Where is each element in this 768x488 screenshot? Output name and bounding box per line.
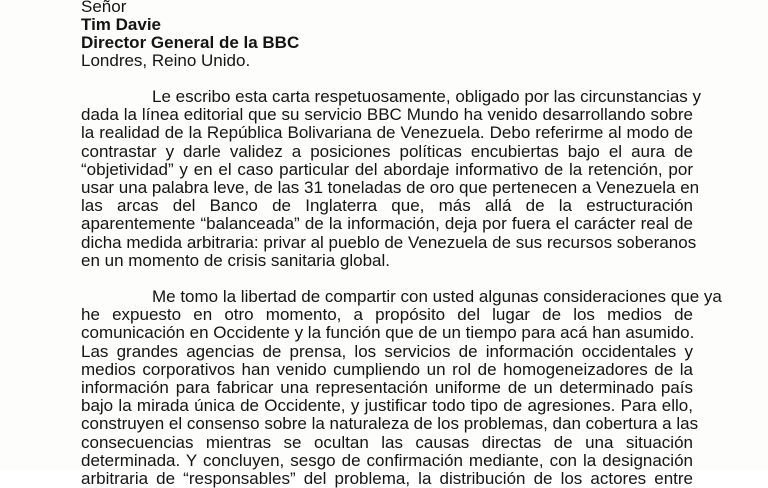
paragraph-2-line: información para fabricar una representación uniforme de un determinado país <box>81 378 693 397</box>
paragraph-2-line: medios corporativos han venido cumpliendo un rol de homogeneizadores de la <box>81 360 693 379</box>
paragraph-2-line: Me tomo la libertad de compartir con usted algunas consideraciones que ya <box>152 287 722 306</box>
paragraph-1-line: usar una palabra leve, de las 31 toneladas de oro que pertenecen a Venezuela en <box>81 178 700 197</box>
recipient-name: Tim Davie <box>81 15 162 34</box>
paragraph-2-line: arbitraria de “responsables” del problema, la distribución de los actores entre <box>81 469 693 488</box>
paragraph-1-line: la realidad de la República Bolivariana de Venezuela. Debo referirme al modo de <box>81 123 693 142</box>
paragraph-1-line: en un momento de crisis sanitaria global. <box>81 251 390 270</box>
paragraph-1-line: contrastar y darle validez a posiciones políticas encubiertas bajo el aura de <box>81 142 693 161</box>
paragraph-1-line: las arcas del Banco de Inglaterra que, más allá de la estructuración <box>81 196 693 215</box>
recipient-position: Director General de la BBC <box>81 33 300 52</box>
paragraph-2-line: comunicación en Occidente y la función que de un tiempo para acá han asumido. <box>81 323 695 342</box>
paragraph-1-line: aparentemente “balanceada” de la información, deja por fuera el carácter real de <box>81 214 693 233</box>
paragraph-1-line: dada la línea editorial que su servicio BBC Mundo ha venido desarrollando sobre <box>81 105 693 124</box>
paragraph-2-line: he expuesto en otro momento, a propósito del lugar de los medios de <box>81 305 693 324</box>
paragraph-1-line: Le escribo esta carta respetuosamente, obligado por las circunstancias y <box>152 87 702 106</box>
recipient-location: Londres, Reino Unido. <box>81 51 251 70</box>
paragraph-1-line: “objetividad” y en el caso particular del abordaje informativo de la retención, por <box>81 160 693 179</box>
salutation: Señor <box>81 0 127 16</box>
paragraph-2-line: construyen el consenso sobre la naturaleza de los problemas, dan cobertura a las <box>81 414 699 433</box>
paragraph-2-line: consecuencias mientras se ocultan las causas directas de una situación <box>81 433 693 452</box>
paragraph-2-line: determinada. Y concluyen, sesgo de confirmación mediante, con la designación <box>81 451 693 470</box>
paragraph-2-line: bajo la mirada única de Occidente, y justificar todo tipo de agresiones. Para ello, <box>81 396 693 415</box>
paragraph-2-line: Las grandes agencias de prensa, los servicios de información occidentales y <box>81 342 693 361</box>
paragraph-1-line: dicha medida arbitraria: privar al pueblo de Venezuela de sus recursos soberanos <box>81 233 697 252</box>
